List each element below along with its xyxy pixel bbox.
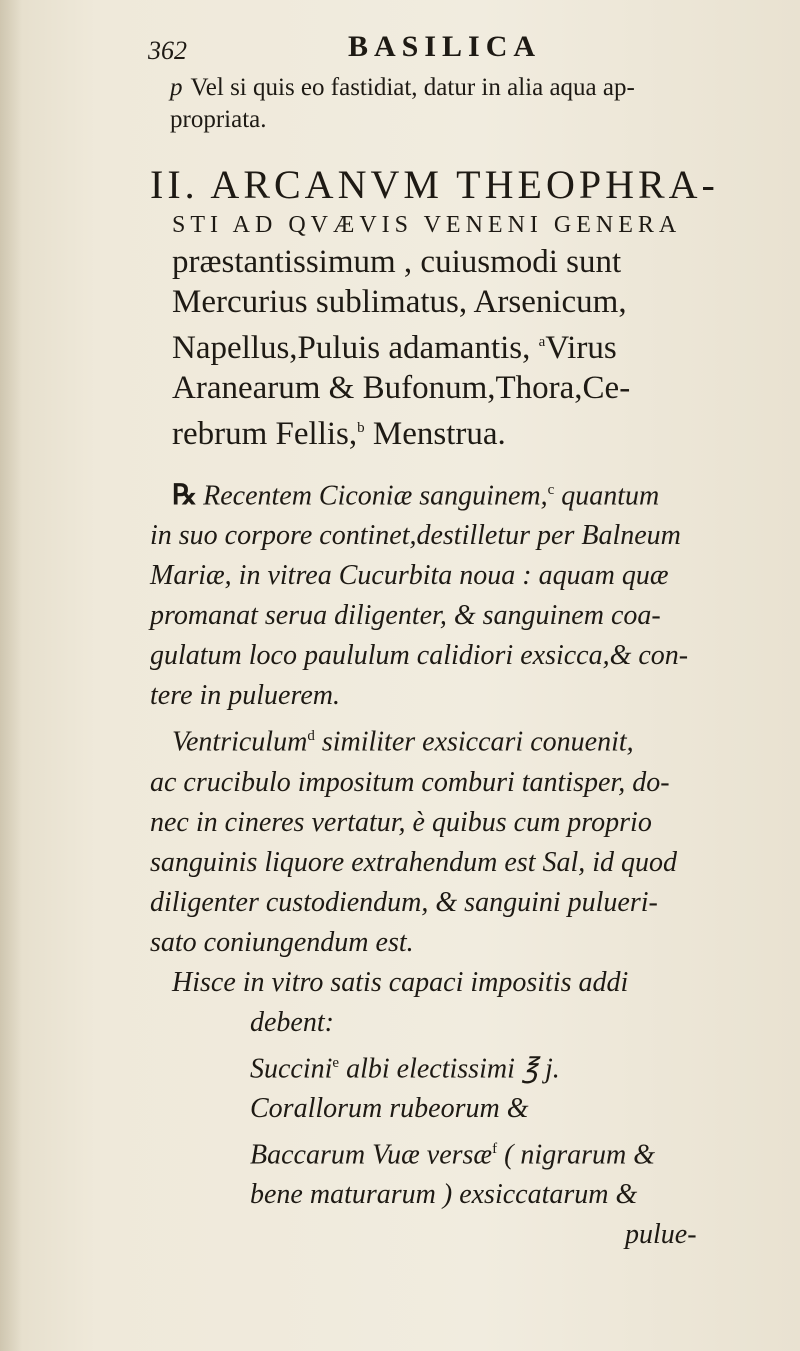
footnote-p xyxy=(170,72,770,136)
recipe-line-13: Hisce in vitro satis capaci impositis addi xyxy=(172,966,629,998)
note-line-1: Vel si quis eo fastidiat, datur in alia aqua ap- xyxy=(190,74,635,101)
recipe-line-1-text: Recentem Ciconiæ sanguinem, xyxy=(203,480,548,512)
footnote-ref-d: d xyxy=(307,728,315,745)
section-line-4: Aranearum & Bufonum,Thora,Ce- xyxy=(172,370,631,406)
recipe-line-7 xyxy=(150,716,790,762)
recipe-text xyxy=(150,470,790,1255)
section-line-5-text: rebrum Fellis, xyxy=(172,416,358,452)
recipe-line-6: tere in puluerem. xyxy=(150,680,340,712)
section-subheading: STI AD QVÆVIS VENENI GENERA xyxy=(172,212,682,238)
recipe-line-1 xyxy=(150,470,790,516)
section-line-2: Mercurius sublimatus, Arsenicum, xyxy=(172,284,627,320)
section-line-3-text: Napellus,Puluis adamantis, xyxy=(172,330,539,366)
footnote-ref-b: b xyxy=(357,420,365,436)
recipe-line-7-tail: similiter exsiccari conuenit, xyxy=(314,726,634,758)
footnote-ref-f: f xyxy=(492,1140,498,1157)
recipe-line-17 xyxy=(150,1129,790,1175)
section-line-3-tail: Virus xyxy=(545,330,617,366)
section-line-1: præstantissimum , cuiusmodi sunt xyxy=(172,244,622,280)
recipe-line-16: Corallorum rubeorum & xyxy=(250,1092,529,1124)
recipe-line-17-text: Baccarum Vuæ versæ xyxy=(250,1139,493,1171)
recipe-line-17-tail: ( nigrarum & xyxy=(497,1139,656,1171)
page-number: 362 xyxy=(148,36,187,65)
recipe-line-3: Mariæ, in vitrea Cucurbita noua : aquam quæ xyxy=(150,560,669,592)
recipe-line-8: ac crucibulo impositum comburi tantisper, do- xyxy=(150,766,670,798)
section-line-5-tail: Menstrua. xyxy=(364,416,506,452)
running-title: BASILICA xyxy=(348,30,542,63)
recipe-line-12: sato coniungendum est. xyxy=(150,926,414,958)
page-edge-shadow xyxy=(0,0,22,1351)
recipe-symbol: ℞ xyxy=(172,480,198,512)
recipe-line-4: promanat serua diligenter, & sanguinem coa- xyxy=(150,600,661,632)
recipe-line-15 xyxy=(150,1043,790,1089)
recipe-line-18: bene maturarum ) exsiccatarum & xyxy=(250,1179,638,1211)
recipe-line-2: in suo corpore continet,destilletur per Balneum xyxy=(150,520,681,552)
section-line-3 xyxy=(150,322,780,368)
catchword: pulue- xyxy=(625,1219,697,1251)
recipe-line-15-text: Succini xyxy=(250,1052,333,1084)
section-ii xyxy=(150,162,780,454)
footnote-ref-e: e xyxy=(332,1054,340,1071)
recipe-line-11: diligenter custodiendum, & sanguini pulueri- xyxy=(150,886,658,918)
recipe-line-15-tail: albi electissimi ℥ j. xyxy=(339,1052,560,1084)
recipe-line-1-tail: quantum xyxy=(554,480,660,512)
recipe-line-5: gulatum loco paululum calidiori exsicca,& con- xyxy=(150,640,689,672)
footnote-ref-a: a xyxy=(538,334,546,350)
section-heading: II. ARCANVM THEOPHRA- xyxy=(150,162,719,207)
running-head xyxy=(148,30,588,70)
footnote-ref-c: c xyxy=(547,482,555,498)
recipe-line-14: debent: xyxy=(250,1006,334,1038)
note-marker: p xyxy=(170,74,183,101)
note-line-2: propriata. xyxy=(170,106,267,133)
recipe-line-9: nec in cineres vertatur, è quibus cum proprio xyxy=(150,806,652,838)
recipe-line-10: sanguinis liquore extrahendum est Sal, id quod xyxy=(150,846,678,878)
recipe-line-7-text: Ventriculum xyxy=(172,726,308,758)
section-line-5 xyxy=(150,408,780,454)
